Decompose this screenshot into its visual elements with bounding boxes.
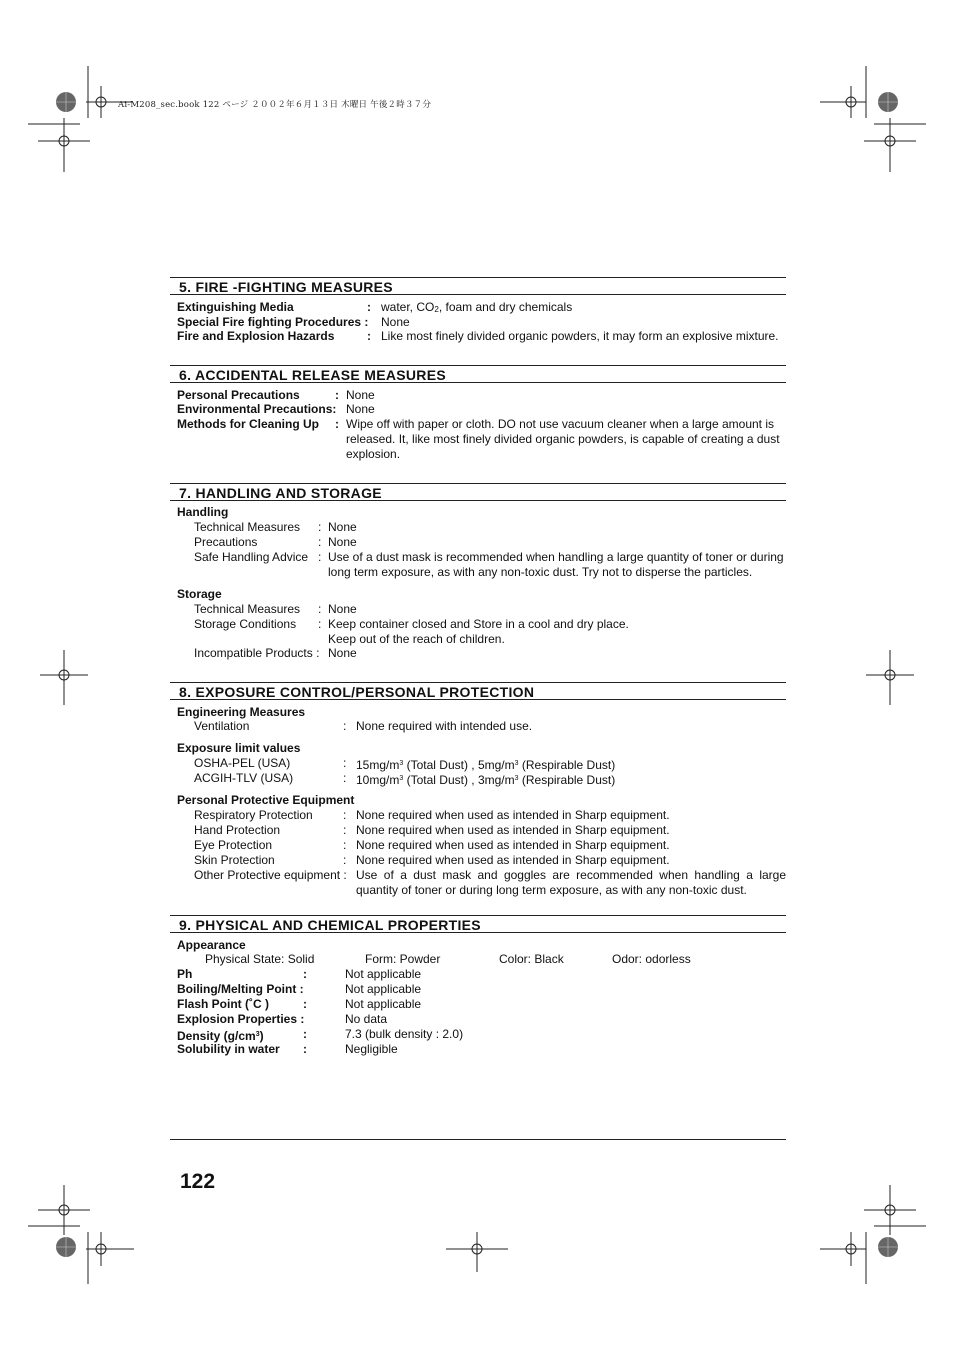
incompatible-value: None: [328, 646, 357, 660]
eye-label: Eye Protection: [194, 838, 273, 852]
extinguishing-media-label: Extinguishing Media: [177, 300, 294, 314]
page-number: 122: [180, 1170, 216, 1193]
cleaning-methods-value: Wipe off with paper or cloth. DO not use vacuum cleaner when a large amount is released. It, like most finely divided organic powders, is capable of creating a dust explosion.: [346, 417, 780, 461]
engineering-heading: Engineering Measures: [177, 705, 306, 719]
ppe-heading: Personal Protective Equipment: [177, 793, 355, 807]
personal-precautions-value: None: [346, 388, 375, 402]
storage-technical-value: None: [328, 602, 357, 616]
colon: :: [343, 838, 347, 852]
solubility-label: Solubility in water: [177, 1042, 280, 1056]
colon: :: [303, 967, 307, 981]
flash-value: Not applicable: [345, 997, 422, 1011]
extinguishing-media-value: water, $CO_2$, foam and dry chemicals: [381, 300, 573, 314]
hand-label: Hand Protection: [194, 823, 281, 837]
ventilation-label: Ventilation: [194, 719, 250, 733]
environmental-precautions-label: Environmental Precautions:: [177, 402, 337, 416]
incompatible-label: Incompatible Products :: [194, 646, 320, 660]
fire-hazards-label: Fire and Explosion Hazards: [177, 329, 335, 343]
fire-hazards-value: Like most finely divided organic powders, it may form an explosive mixture.: [381, 329, 779, 343]
section-6-title: 6. ACCIDENTAL RELEASE MEASURES: [170, 365, 786, 383]
osha-value: $15mg/m^3$ (Total Dust) , $5mg/m^3$ (Respirable Dust): [356, 758, 616, 772]
odor: Odor: odorless: [612, 952, 691, 966]
storage-conditions-value-2: Keep out of the reach of children.: [328, 632, 505, 646]
form: Form: Powder: [365, 952, 441, 966]
boiling-label: Boiling/Melting Point :: [177, 982, 304, 996]
colon: :: [318, 617, 322, 631]
colon: :: [335, 417, 339, 431]
colon: :: [303, 1042, 307, 1056]
other-ppe-label: Other Protective equipment :: [194, 868, 347, 882]
storage-conditions-label: Storage Conditions: [194, 617, 297, 631]
colon: :: [367, 300, 371, 314]
color: Color: Black: [499, 952, 564, 966]
print-header: Ai-M208_sec.book 122 ページ ２００２年６月１３日 木曜日 午後２時３７分: [118, 100, 432, 110]
ventilation-value: None required with intended use.: [356, 719, 533, 733]
colon: :: [343, 808, 347, 822]
safe-handling-label: Safe Handling Advice: [194, 550, 309, 564]
colon: :: [367, 329, 371, 343]
section-7-title: 7. HANDLING AND STORAGE: [170, 483, 786, 501]
acgih-value: $10mg/m^3$ (Total Dust) , $3mg/m^3$ (Respirable Dust): [356, 773, 616, 787]
colon: :: [335, 388, 339, 402]
colon: :: [303, 997, 307, 1011]
flash-label: Flash Point (˚C ): [177, 997, 269, 1011]
skin-value: None required when used as intended in Sharp equipment.: [356, 853, 670, 867]
appearance-heading: Appearance: [177, 938, 246, 952]
colon: :: [343, 823, 347, 837]
special-procedures-value: None: [381, 315, 410, 329]
cleaning-methods-label: Methods for Cleaning Up: [177, 417, 319, 431]
explosion-value: No data: [345, 1012, 388, 1026]
boiling-value: Not applicable: [345, 982, 422, 996]
acgih-label: ACGIH-TLV (USA): [194, 771, 294, 785]
solubility-value: Negligible: [345, 1042, 398, 1056]
footer-rule: [170, 1139, 786, 1140]
colon: :: [318, 550, 322, 564]
handling-technical-label: Technical Measures: [194, 520, 301, 534]
colon: :: [343, 756, 347, 770]
density-value: 7.3 (bulk density : 2.0): [345, 1027, 464, 1041]
density-label: Density $(g/cm^3)$: [177, 1029, 264, 1043]
colon: :: [343, 771, 347, 785]
section-9-title: 9. PHYSICAL AND CHEMICAL PROPERTIES: [170, 915, 786, 933]
colon: :: [343, 719, 347, 733]
special-procedures-label: Special Fire fighting Procedures :: [177, 315, 369, 329]
section-5-title: 5. FIRE -FIGHTING MEASURES: [170, 277, 786, 295]
personal-precautions-label: Personal Precautions: [177, 388, 300, 402]
colon: :: [303, 1027, 307, 1041]
other-ppe-value: Use of a dust mask and goggles are recommended when handling a large quantity of toner or during long term exposure, as with any non-toxic dust.: [356, 868, 786, 897]
ph-label: Ph: [177, 967, 193, 981]
ph-value: Not applicable: [345, 967, 422, 981]
eye-value: None required when used as intended in Sharp equipment.: [356, 838, 670, 852]
colon: :: [318, 535, 322, 549]
section-8-title: 8. EXPOSURE CONTROL/PERSONAL PROTECTION: [170, 682, 786, 700]
safe-handling-value: Use of a dust mask is recommended when handling a large quantity of toner or during long term exposure, as with any non-toxic dust. Try not to disperse the particles.: [328, 550, 784, 579]
handling-precautions-label: Precautions: [194, 535, 258, 549]
environmental-precautions-value: None: [346, 402, 375, 416]
storage-technical-label: Technical Measures: [194, 602, 301, 616]
colon: :: [318, 520, 322, 534]
storage-conditions-value: Keep container closed and Store in a cool and dry place.: [328, 617, 629, 631]
hand-value: None required when used as intended in Sharp equipment.: [356, 823, 670, 837]
handling-technical-value: None: [328, 520, 357, 534]
handling-heading: Handling: [177, 505, 229, 519]
storage-heading: Storage: [177, 587, 222, 601]
handling-precautions-value: None: [328, 535, 357, 549]
explosion-label: Explosion Properties :: [177, 1012, 305, 1026]
respiratory-label: Respiratory Protection: [194, 808, 313, 822]
exposure-heading: Exposure limit values: [177, 741, 301, 755]
respiratory-value: None required when used as intended in Sharp equipment.: [356, 808, 670, 822]
colon: :: [318, 602, 322, 616]
colon: :: [343, 853, 347, 867]
physical-state: Physical State: Solid: [205, 952, 315, 966]
osha-label: OSHA-PEL (USA): [194, 756, 291, 770]
skin-label: Skin Protection: [194, 853, 275, 867]
